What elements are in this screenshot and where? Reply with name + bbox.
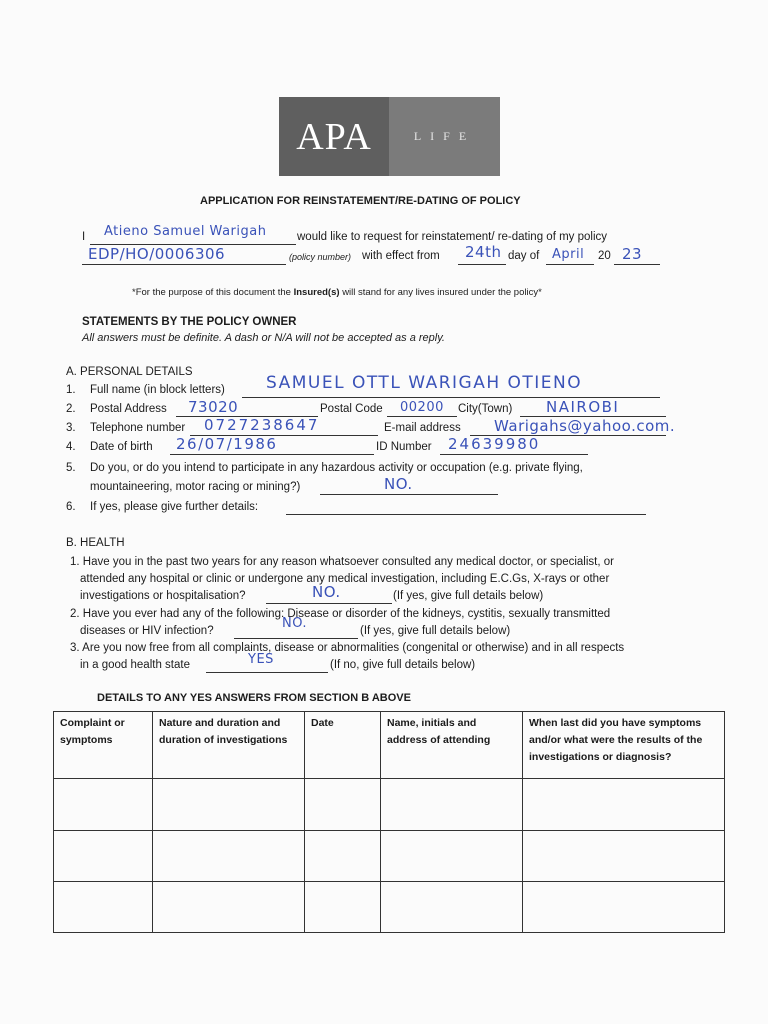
handwritten-health-q1: NO. <box>312 583 341 601</box>
table-cell[interactable] <box>153 779 305 830</box>
table-cell[interactable] <box>153 830 305 881</box>
handwritten-full-name: SAMUEL OTTL WARIGAH OTIENO <box>266 373 583 393</box>
column-header: Nature and duration and duration of investigations <box>153 712 305 779</box>
q3-label: Telephone number <box>90 422 186 434</box>
table-cell[interactable] <box>54 779 153 830</box>
q4-number: 4. <box>66 441 76 453</box>
handwritten-hazard: NO. <box>384 475 413 493</box>
handwritten-telephone: 0727238647 <box>204 416 320 434</box>
column-header: Name, initials and address of attending <box>381 712 523 779</box>
table-row <box>54 830 725 881</box>
year-prefix: 20 <box>598 250 611 262</box>
year-line <box>614 264 660 265</box>
handwritten-dob: 26/07/1986 <box>176 435 278 453</box>
dob-line <box>170 454 374 455</box>
q1-number: 1. <box>66 384 76 396</box>
column-header: Complaint or symptoms <box>54 712 153 779</box>
health-q2-line2: diseases or HIV infection? <box>80 625 214 637</box>
health-q3-line2: in a good health state <box>80 659 190 671</box>
handwritten-postal-code: 00200 <box>400 400 444 415</box>
q5-line2: mountaineering, motor racing or mining?) <box>90 481 301 493</box>
q4-label: Date of birth <box>90 441 153 453</box>
health-q3-line1: 3. Are you now free from all complaints, disease or abnormalities (congenital or otherwise) and in all respects <box>70 642 625 654</box>
q3-number: 3. <box>66 422 76 434</box>
postal-code-label: Postal Code <box>320 403 383 415</box>
q5-line1: Do you, or do you intend to participate in any hazardous activity or occupation (e.g. private flying, <box>90 462 583 474</box>
table-row <box>54 881 725 932</box>
hazard-line <box>320 494 498 495</box>
health-q1-line3: investigations or hospitalisation? <box>80 590 246 602</box>
table-cell[interactable] <box>305 779 381 830</box>
handwritten-email: Warigahs@yahoo.com. <box>494 417 676 435</box>
id-line <box>440 454 588 455</box>
handwritten-year: 23 <box>622 245 643 263</box>
personal-heading: A. PERSONAL DETAILS <box>66 366 193 378</box>
health-q3-line <box>206 672 328 673</box>
note-bold: Insured(s) <box>293 287 340 298</box>
handwritten-health-q3: YES <box>248 652 274 667</box>
health-heading: B. HEALTH <box>66 537 125 549</box>
q2-label: Postal Address <box>90 403 167 415</box>
health-q2-line <box>234 638 358 639</box>
logo-brand: APA <box>279 97 389 176</box>
handwritten-name: Atieno Samuel Warigah <box>104 224 267 239</box>
health-q1-line1: 1. Have you in the past two years for any reason whatsoever consulted any medical doctor, or specialist, or <box>70 556 614 568</box>
id-label: ID Number <box>376 441 432 453</box>
logo-sub: LIFE <box>389 97 500 176</box>
handwritten-id: 24639980 <box>448 435 541 453</box>
table-cell[interactable] <box>523 779 725 830</box>
city-label: City(Town) <box>458 403 513 415</box>
email-label: E-mail address <box>384 422 461 434</box>
table-cell[interactable] <box>305 881 381 932</box>
table-row <box>54 779 725 830</box>
details-heading: DETAILS TO ANY YES ANSWERS FROM SECTION B ABOVE <box>97 692 411 704</box>
i-label: I <box>82 231 86 243</box>
handwritten-city: NAIROBI <box>546 398 620 416</box>
table-cell[interactable] <box>381 830 523 881</box>
health-q2-line1: 2. Have you ever had any of the following: Disease or disorder of the kidneys, cystitis, sexually transmitted <box>70 608 611 620</box>
health-q1-line <box>266 603 392 604</box>
table-header-row <box>54 712 725 779</box>
q1-label: Full name (in block letters) <box>90 384 225 396</box>
statements-heading: STATEMENTS BY THE POLICY OWNER <box>82 316 297 328</box>
q2-number: 2. <box>66 403 76 415</box>
details-table <box>53 711 725 933</box>
statements-sub: All answers must be definite. A dash or N/A will not be accepted as a reply. <box>82 332 445 344</box>
health-q1-after: (If yes, give full details below) <box>393 590 544 602</box>
q6-label: If yes, please give further details: <box>90 501 259 513</box>
health-q1-line2: attended any hospital or clinic or undergone any medical investigation, including E.C.Gs, X-rays or other <box>80 573 610 585</box>
table-cell[interactable] <box>54 830 153 881</box>
q6-number: 6. <box>66 501 76 513</box>
table-cell[interactable] <box>54 881 153 932</box>
table-cell[interactable] <box>523 881 725 932</box>
policy-number-label: (policy number) <box>289 252 352 262</box>
note-after: will stand for any lives insured under the policy* <box>342 287 542 298</box>
day-line <box>458 264 506 265</box>
postal-code-line <box>387 416 457 417</box>
handwritten-postal-address: 73020 <box>188 398 239 416</box>
policy-number-line <box>82 264 286 265</box>
handwritten-health-q2: NO. <box>282 616 308 631</box>
table-cell[interactable] <box>381 779 523 830</box>
day-of-label: day of <box>508 250 540 262</box>
column-header: When last did you have symptoms and/or what were the results of the investigations or diagnosis? <box>523 712 725 779</box>
effect-text: with effect from <box>362 250 440 262</box>
health-q2-after: (If yes, give full details below) <box>360 625 511 637</box>
table-cell[interactable] <box>381 881 523 932</box>
handwritten-policy-number: EDP/HO/0006306 <box>88 245 226 263</box>
note-before: *For the purpose of this document the <box>132 287 291 298</box>
table-cell[interactable] <box>305 830 381 881</box>
apa-life-logo <box>279 97 500 176</box>
details-line <box>286 514 646 515</box>
table-cell[interactable] <box>523 830 725 881</box>
q5-number: 5. <box>66 462 76 474</box>
health-q3-after: (If no, give full details below) <box>330 659 476 671</box>
insured-note <box>132 287 542 298</box>
table-cell[interactable] <box>153 881 305 932</box>
month-line <box>546 264 594 265</box>
column-header: Date <box>305 712 381 779</box>
form-title: APPLICATION FOR REINSTATEMENT/RE-DATING OF POLICY <box>200 195 521 207</box>
request-text: would like to request for reinstatement/ re-dating of my policy <box>297 231 608 243</box>
handwritten-month: April <box>552 247 585 262</box>
handwritten-day: 24th <box>465 243 502 261</box>
